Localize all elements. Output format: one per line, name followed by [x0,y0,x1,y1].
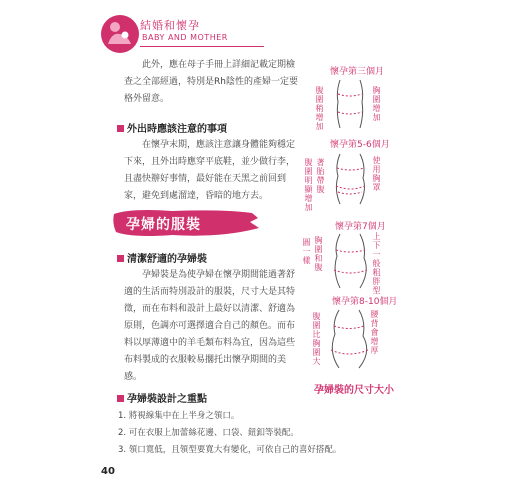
figure-2-note-middle: 著胎帶腹 [316,158,325,194]
pregnant-torso-7-month-icon [328,232,372,290]
pregnant-torso-5-6-month-icon [328,152,372,206]
intro-block [124,57,300,108]
section-heading-outing [117,120,227,135]
figure-1-note-right: 胸圍增加 [372,86,381,122]
figure-4-note-left: 腹圍比胸圍大 [312,312,321,366]
header-subtitle: BABY AND MOTHER [142,33,228,42]
section-heading-design [117,390,207,405]
bullet-square-icon [117,395,124,402]
outing-paragraph: 在懷孕末期，應該注意讓身體能夠穩定下來，且外出時應穿平底鞋，並少做行李，且盡快辦好事情，最好能在天黑之前回到家，避免到處溜達，昏暗的地方去。 [124,140,296,201]
banner-title: 孕婦的服裝 [126,217,201,233]
header-logo [100,14,270,58]
header-rule [140,46,264,47]
section-heading-outing-text: 外出時應該注意的事項 [127,124,227,135]
figure-1-note-left: 腹圍稍增加 [315,86,324,131]
figure-2-label: 懷孕第5-6個月 [330,140,390,150]
design-list-item-3: 3. 領口寬低，且領型要寬大有變化，可依自己的喜好搭配。 [118,445,342,455]
design-list [118,408,418,459]
figure-2-note-right: 使用胸罩 [372,156,381,192]
intro-paragraph: 此外，應在母子手冊上詳細記載定期檢查之全部經過，特別是Rh陰性的產婦一定要格外留意。 [124,60,298,104]
pregnant-torso-3-month-icon [328,78,372,130]
bullet-square-icon [117,125,124,132]
figure-3-note-right: 上下一般粗胖型 [372,232,381,295]
section-heading-clean-text: 清潔舒適的孕婦裝 [127,254,207,265]
design-list-item-1: 1. 將視線集中在上半身之領口。 [118,411,240,421]
clean-paragraph: 孕婦裝是為使孕婦在懷孕期間能過著舒適的生活而特別設計的服裝，尺寸大是其特徵，而在布料和設計上最好以清潔、舒適為原則，色調亦可選擇適合自己的顏色。而布料以厚薄適中的羊毛類布料為宜，因為這些布料製成的衣服較易擱托出懷孕期間的美感。 [124,270,296,382]
design-list-item-2: 2. 可在衣服上加蕾絲花邊、口袋、鈕釦等裝配。 [118,428,299,438]
section-heading-design-text: 孕婦裝設計之重點 [127,394,207,405]
figure-4-label: 懷孕第8-10個月 [332,297,398,307]
figure-3-note-left: 圓一樣 [302,238,311,265]
figure-1-label: 懷孕第三個月 [330,67,385,77]
clean-block [124,267,300,386]
figure-4-note-right: 腰背會增厚 [370,310,379,355]
figure-3-note-middle: 胸圍和腹 [314,236,323,272]
section-heading-clean [117,250,207,265]
bullet-square-icon [117,255,124,262]
outing-block [124,137,300,205]
figure-3-label: 懷孕第7個月 [335,222,386,232]
mother-baby-logo-icon [100,14,140,54]
header-title: 結婚和懷孕 [140,19,200,32]
figure-caption: 孕婦裝的尺寸大小 [314,385,394,396]
figure-2-note-left: 腹圍明顯增加 [304,158,313,212]
pregnant-torso-8-10-month-icon [326,308,372,370]
page-number: 40 [101,466,115,477]
section-banner [112,208,260,238]
